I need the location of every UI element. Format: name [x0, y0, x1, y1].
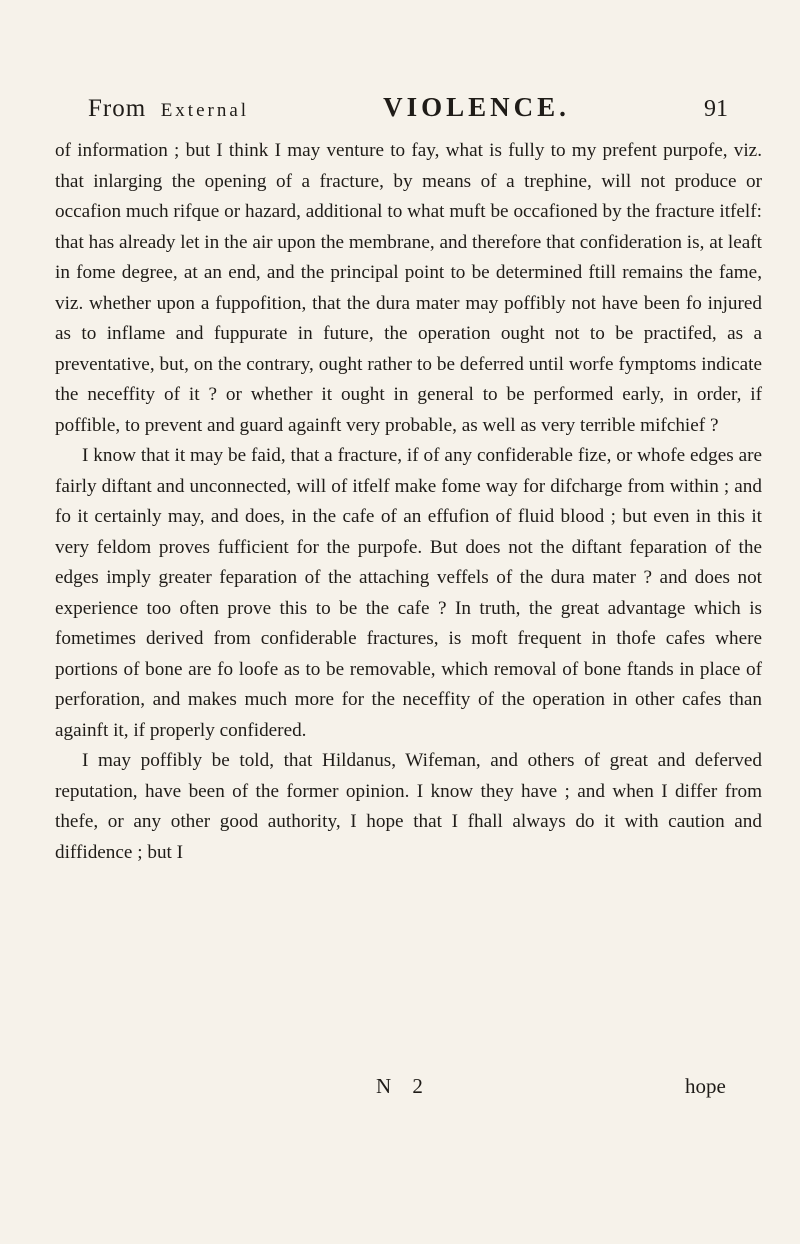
catchword: hope	[685, 1074, 726, 1098]
paragraph-continued: of information ; but I think I may venture to fay, what is fully to my prefent purpofe, viz. that inlarging the opening of a fracture, by means of a trephine, will not produce or occafion much rifque or hazard, additional to what muft be occafioned by the fracture itfelf: that has already let in the air upon the membrane, and therefore that confideration is, at leaft in fome degree, at an end, and the principal point to be determined ftill remains the fame, viz. whether upon a fuppofition, that the dura mater may poffibly not have been fo injured as to inflame and fuppurate in future, the operation ought not to be practifed, as a preventative, but, on the contrary, ought rather to be deferred until worfe fymptoms indicate the neceffity of it ? or whether it ought in general to be performed early, in order, if poffible, to prevent and guard againft very probable, as well as very terrible mifchief ?	[55, 140, 762, 436]
header-from-external	[88, 95, 249, 123]
header-external: External	[160, 100, 250, 121]
header-violence: VIOLENCE.	[383, 92, 570, 122]
running-header	[88, 92, 728, 128]
page-number: 91	[703, 96, 728, 122]
page-footer	[0, 1074, 800, 1108]
paragraph-hildanus: I may poffibly be told, that Hildanus, Wifeman, and others of great and deferved reputation, have been of the former opinion. I know they have ; and when I differ from thefe, or any other good authority, I hope that I fhall always do it with caution and diffidence ; but I	[55, 750, 762, 863]
signature-mark: N 2	[376, 1074, 431, 1098]
header-from: From	[88, 95, 147, 122]
paragraph-fracture: I know that it may be faid, that a fracture, if of any confiderable fize, or whofe edges are fairly diftant and unconnected, will of itfelf make fome way for difcharge from within ; and fo it certainly may, and does, in the cafe of an effufion of fluid blood ; but even in this it very feldom proves fufficient for the purpofe. But does not the diftant feparation of the edges imply greater feparation of the attaching veffels of the dura mater ? and does not experience too often prove this to be the cafe ? In truth, the great advantage which is fometimes derived from confiderable fractures, is moft frequent in thofe cafes where portions of bone are fo loofe as to be removable, which removal of bone ftands in place of perforation, and makes much more for the neceffity of the operation in other cafes than againft it, if properly confidered.	[55, 445, 762, 741]
body-text	[55, 136, 762, 868]
